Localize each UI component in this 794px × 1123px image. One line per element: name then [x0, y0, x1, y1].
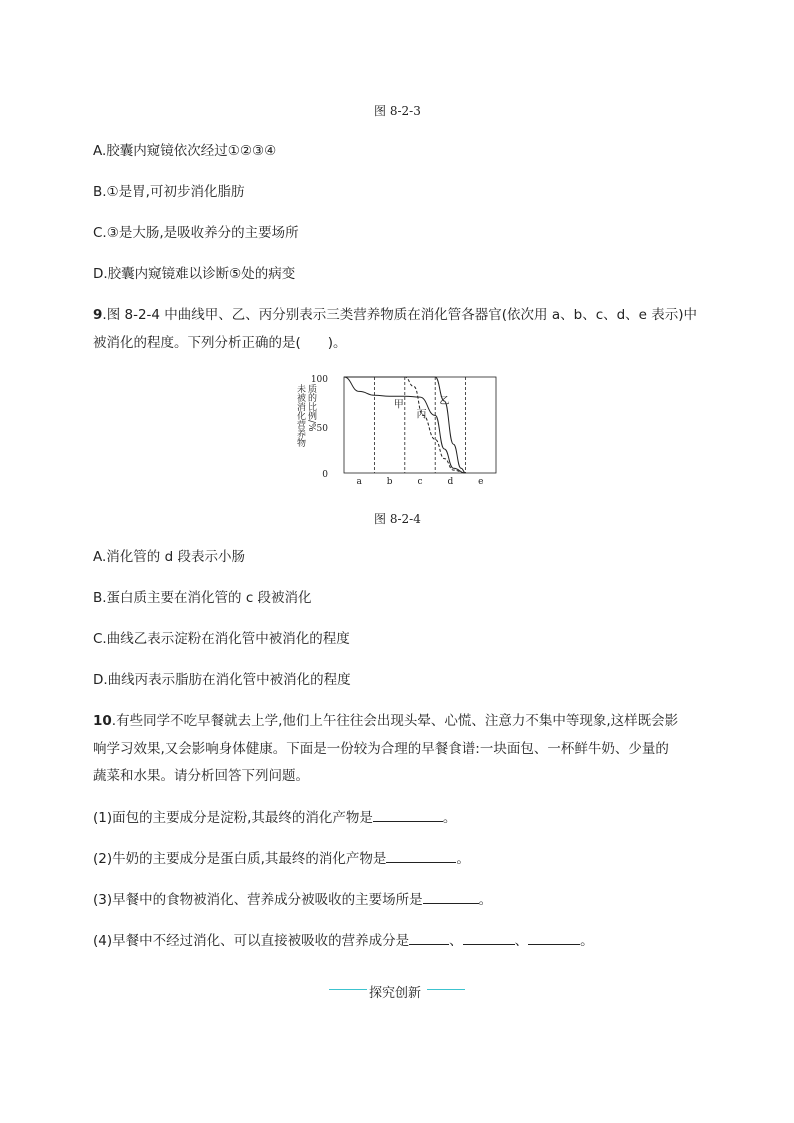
q10-sub1 — [93, 808, 456, 827]
q10-sub2-text: (2)牛奶的主要成分是蛋白质,其最终的消化产物是 — [93, 851, 387, 867]
q10-sub4 — [93, 931, 594, 950]
answer-blank-1[interactable] — [373, 808, 443, 822]
y-tick-100: 100 — [310, 375, 328, 385]
q10-sub3-period: 。 — [478, 892, 493, 908]
q10-sub3 — [93, 890, 492, 909]
figure-caption-8-2-4: 图 8-2-4 — [374, 512, 421, 526]
figure-caption-8-2-3: 图 8-2-3 — [374, 104, 421, 118]
q10-stem-line3: 蔬菜和水果。请分析回答下列问题。 — [93, 768, 309, 784]
answer-blank-2[interactable] — [386, 849, 456, 863]
q9-number: 9 — [93, 307, 103, 323]
q10-number: 10 — [93, 713, 112, 729]
answer-blank-4a[interactable] — [409, 931, 449, 945]
q9-option-d: D.曲线丙表示脂肪在消化管中被消化的程度 — [93, 672, 351, 688]
q9-option-a: A.消化管的 d 段表示小肠 — [93, 549, 245, 565]
q10-sub4-period: 。 — [580, 933, 594, 949]
y-axis-label-col2: 质的比例/% — [306, 384, 316, 432]
q9-text-line1: .图 8-2-4 中曲线甲、乙、丙分别表示三类营养物质在消化管各器官(依次用 a、b、c、d、e 表示)中 — [102, 307, 698, 323]
q10-sub2-period: 。 — [456, 851, 470, 867]
q10-sub4-sep2: 、 — [514, 933, 529, 949]
answer-blank-4b[interactable] — [463, 931, 515, 945]
segment-label-b: b — [386, 477, 393, 487]
segment-label-d: d — [447, 477, 454, 487]
segment-labels — [357, 477, 484, 487]
y-axis-label-col1: 未被消化营养物 — [295, 384, 305, 447]
q10-sub2 — [93, 849, 470, 868]
segment-label-c: c — [417, 477, 423, 487]
q10-text-line1: .有些同学不吃早餐就去上学,他们上午往往会出现头晕、心慌、注意力不集中等现象,这样既会影 — [111, 713, 679, 729]
q8-option-b: B.①是胃,可初步消化脂肪 — [93, 184, 245, 200]
q10-sub1-period: 。 — [442, 810, 457, 826]
q9-stem-line2: 被消化的程度。下列分析正确的是( )。 — [93, 335, 347, 351]
q9-stem-line1 — [93, 306, 697, 324]
plot-frame — [344, 377, 496, 473]
series-label-丙: 丙 — [416, 409, 427, 421]
series-label-乙: 乙 — [439, 395, 450, 407]
section-rule-left — [329, 989, 367, 990]
q10-sub3-text: (3)早餐中的食物被消化、营养成分被吸收的主要场所是 — [93, 892, 423, 908]
answer-blank-4c[interactable] — [528, 931, 580, 945]
q8-option-d: D.胶囊内窥镜难以诊断⑤处的病变 — [93, 266, 296, 282]
q9-option-b: B.蛋白质主要在消化管的 c 段被消化 — [93, 590, 312, 606]
q8-option-a: A.胶囊内窥镜依次经过①②③④ — [93, 143, 277, 159]
y-tick-50: 50 — [316, 424, 328, 434]
series-labels — [394, 395, 450, 420]
q10-sub4-text: (4)早餐中不经过消化、可以直接被吸收的营养成分是 — [93, 933, 410, 949]
series-label-甲: 甲 — [393, 399, 404, 411]
q10-sub4-sep1: 、 — [449, 933, 463, 949]
q8-option-c: C.③是大肠,是吸收养分的主要场所 — [93, 225, 299, 241]
segment-label-a: a — [356, 477, 362, 487]
segment-label-e: e — [478, 477, 484, 487]
q10-sub1-text: (1)面包的主要成分是淀粉,其最终的消化产物是 — [93, 810, 373, 826]
section-rule-right — [427, 989, 465, 990]
y-tick-0: 0 — [322, 470, 328, 480]
q10-stem-line1 — [93, 712, 678, 730]
segment-dividers — [374, 377, 465, 473]
q10-stem-line2: 响学习效果,又会影响身体健康。下面是一份较为合理的早餐食谱:一块面包、一杯鲜牛奶、少量的 — [93, 741, 669, 757]
section-title: 探究创新 — [369, 986, 422, 1001]
q9-option-c: C.曲线乙表示淀粉在消化管中被消化的程度 — [93, 631, 350, 647]
digestion-chart — [290, 366, 530, 496]
answer-blank-3[interactable] — [423, 890, 479, 904]
